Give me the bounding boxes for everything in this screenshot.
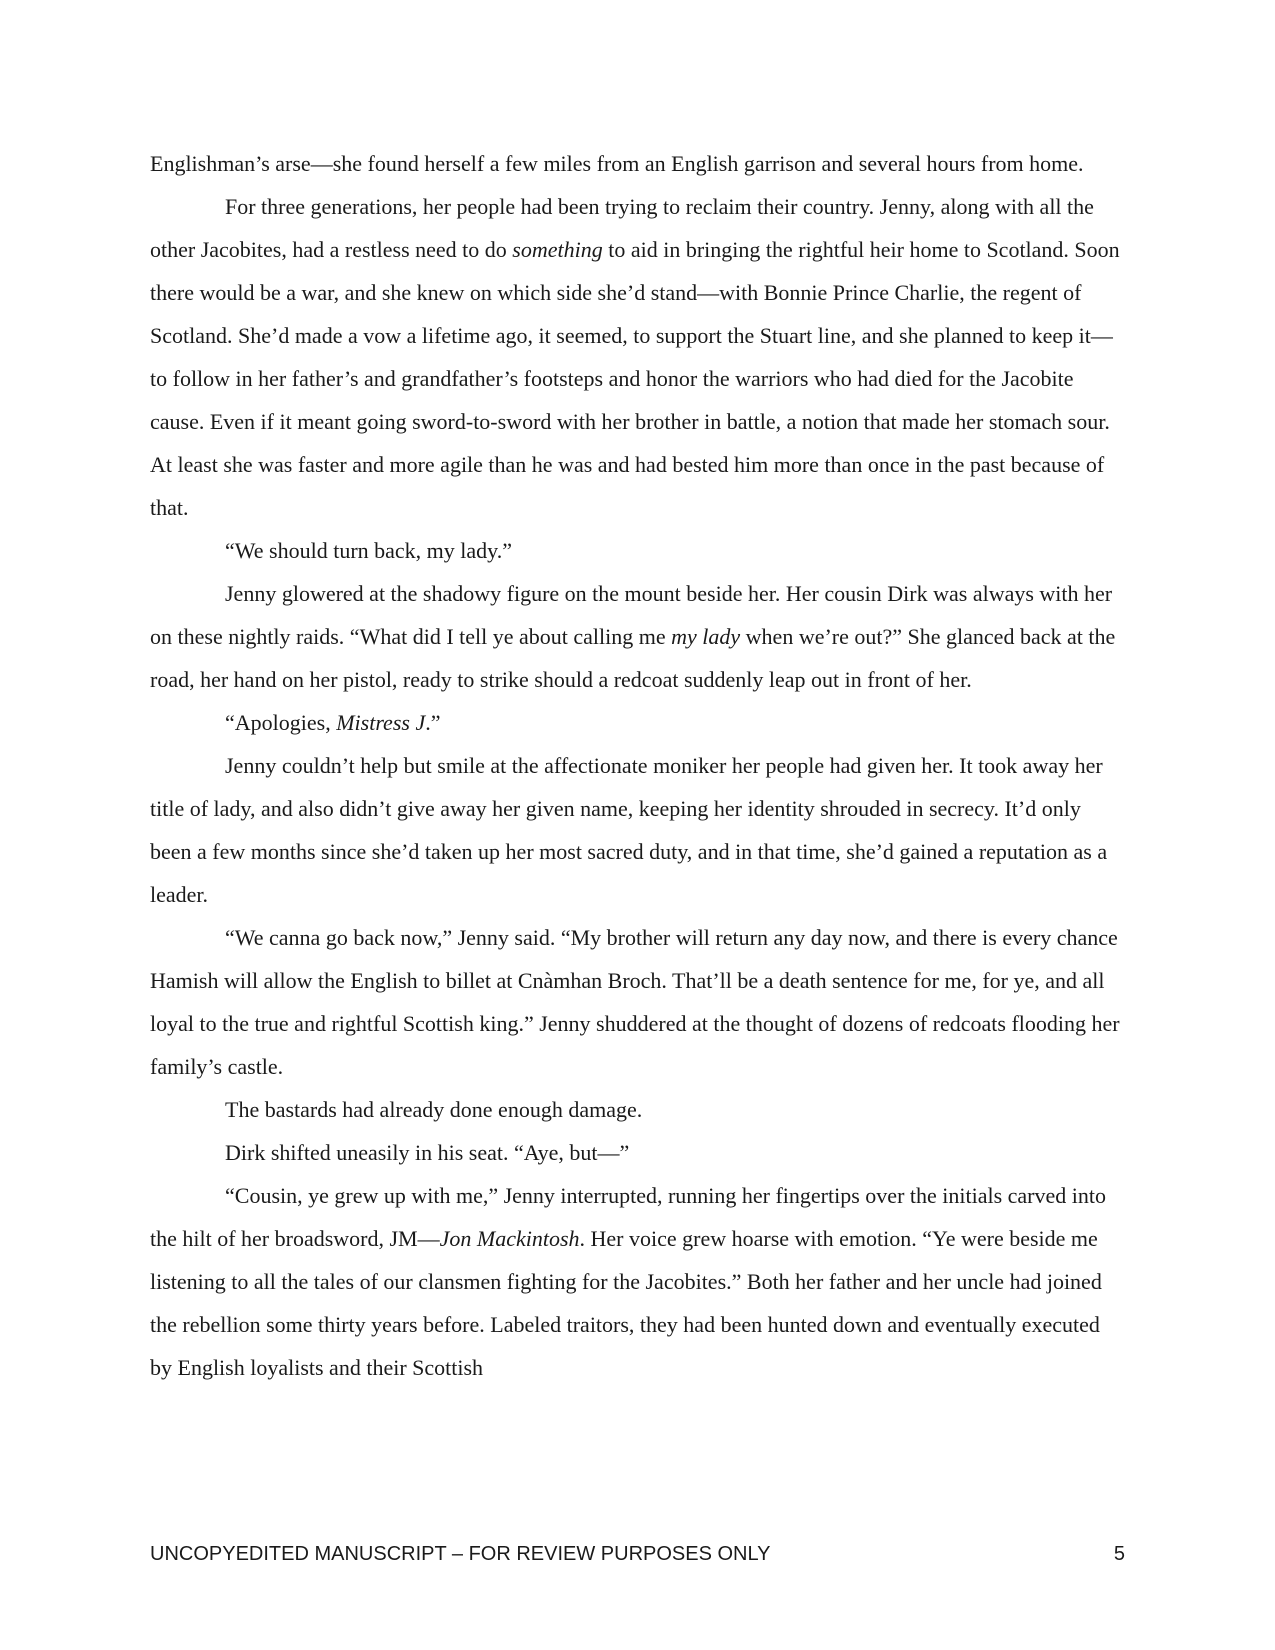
page-footer <box>150 1543 1125 1566</box>
paragraph-text: Englishman’s arse—she found herself a few miles from an English garrison and several hours from home. <box>150 151 1084 176</box>
page-number: 5 <box>1113 1543 1125 1565</box>
paragraph-text: “We canna go back now,” Jenny said. “My brother will return any day now, and there is every chance Hamish will allow the English to billet at Cnàmhan Broch. That’ll be a death sentence for me, for ye, and all loyal to the true and rightful Scottish king.” Jenny shuddered at the thought of dozens of redcoats flooding her family’s castle. <box>150 925 1120 1079</box>
paragraph-text: .” <box>425 710 441 735</box>
emphasis-text: Jon Mackintosh <box>439 1226 580 1251</box>
paragraph <box>150 1174 1125 1389</box>
paragraph-text: Jenny couldn’t help but smile at the affectionate moniker her people had given her. It took away her title of lady, and also didn’t give away her given name, keeping her identity shrouded in secrecy. It’d only been a few months since she’d taken up her most sacred duty, and in that time, she’d gained a reputation as a leader. <box>150 753 1108 907</box>
footer-notice: UNCOPYEDITED MANUSCRIPT – FOR REVIEW PURPOSES ONLY <box>150 1543 771 1565</box>
paragraph <box>150 185 1125 529</box>
paragraph-text: For three generations, her people had been trying to reclaim their country. Jenny, along with all the other Jacobites, had a restless need to do <box>150 194 1094 262</box>
paragraph <box>150 916 1125 1088</box>
emphasis-text: something <box>512 237 603 262</box>
emphasis-text: my lady <box>671 624 741 649</box>
paragraph <box>150 529 1125 572</box>
paragraph <box>150 1131 1125 1174</box>
paragraph-text: “Cousin, ye grew up with me,” Jenny interrupted, running her fingertips over the initials carved into the hilt of her broadsword, JM— <box>150 1183 1106 1251</box>
paragraph-text: . Her voice grew hoarse with emotion. “Ye were beside me listening to all the tales of our clansmen fighting for the Jacobites.” Both her father and her uncle had joined the rebellion some thirty years before. Labeled traitors, they had been hunted down and eventually executed by English loyalists and their Scottish <box>150 1226 1102 1380</box>
paragraph-text: Jenny glowered at the shadowy figure on the mount beside her. Her cousin Dirk was always with her on these nightly raids. “What did I tell ye about calling me <box>150 581 1113 649</box>
paragraph <box>150 142 1125 185</box>
emphasis-text: Mistress J <box>336 710 426 735</box>
paragraph-text: “Apologies, <box>225 710 337 735</box>
paragraph <box>150 701 1125 744</box>
paragraph-text: to aid in bringing the rightful heir home to Scotland. Soon there would be a war, and she knew on which side she’d stand—with Bonnie Prince Charlie, the regent of Scotland. She’d made a vow a lifetime ago, it seemed, to support the Stuart line, and she planned to keep it—to follow in her father’s and grandfather’s footsteps and honor the warriors who had died for the Jacobite cause. Even if it meant going sword-to-sword with her brother in battle, a notion that made her stomach sour. At least she was faster and more agile than he was and had bested him more than once in the past because of that. <box>150 237 1120 520</box>
paragraph-text: “We should turn back, my lady.” <box>225 538 512 563</box>
paragraph <box>150 1088 1125 1131</box>
paragraph-text: The bastards had already done enough damage. <box>225 1097 643 1122</box>
paragraph-text: Dirk shifted uneasily in his seat. “Aye, but—” <box>225 1140 630 1165</box>
manuscript-body <box>150 142 1125 1389</box>
paragraph-text: when we’re out?” She glanced back at the road, her hand on her pistol, ready to strike should a redcoat suddenly leap out in front of her. <box>150 624 1116 692</box>
paragraph <box>150 572 1125 701</box>
paragraph <box>150 744 1125 916</box>
